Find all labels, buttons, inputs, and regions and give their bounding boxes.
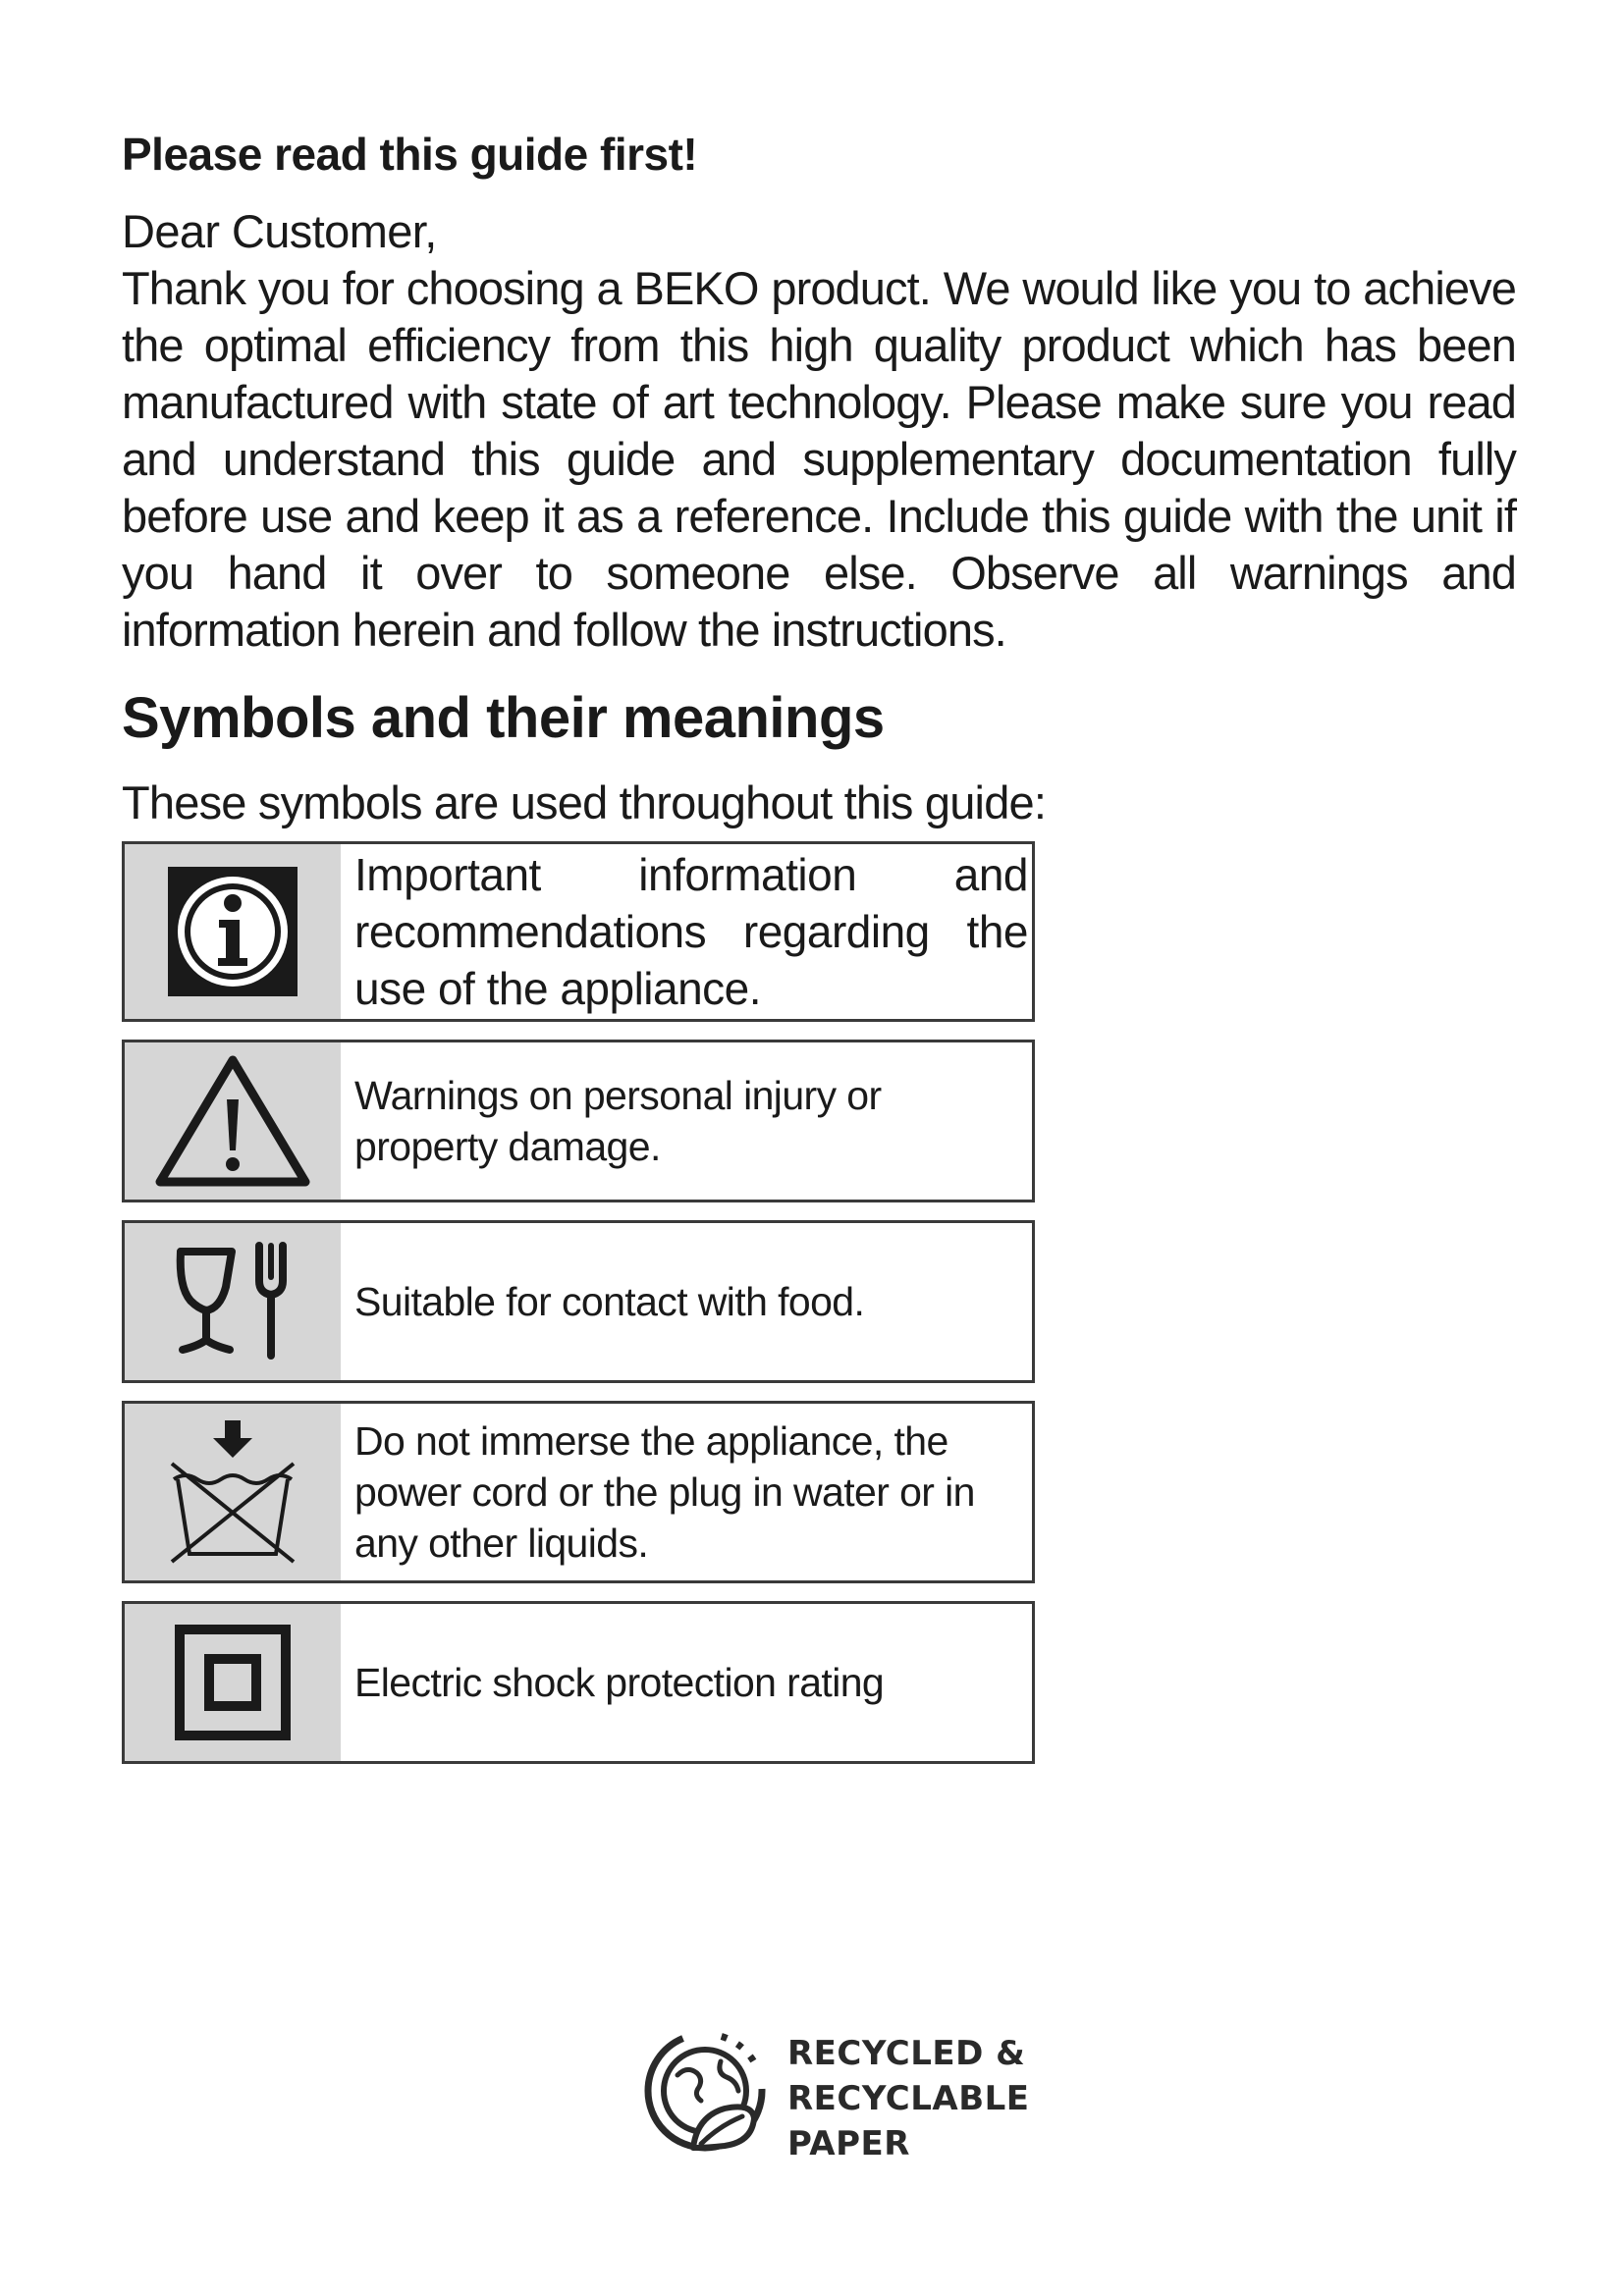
symbol-row-info xyxy=(122,841,1035,1022)
recycled-label-line3: PAPER xyxy=(787,2123,910,2163)
recycled-paper-icon xyxy=(628,2022,776,2174)
symbol-text-water: Do not immerse the appliance, the power cord or the plug in water or in any other liquids. xyxy=(341,1404,1032,1580)
food-safe-icon xyxy=(125,1223,341,1380)
intro-paragraph: Thank you for choosing a BEKO product. We would like you to achieve the optimal efficiency from this high quality product which has been manufactured with state of art technology. Please make sure you read and understand this guide and supplementary documentation fully before use and keep it as a reference. Include this guide with the unit if you hand it over to someone else. Observe all warnings and information herein and follow the instructions. xyxy=(122,262,1516,657)
double-insulation-icon xyxy=(125,1604,341,1761)
symbol-text-food: Suitable for contact with food. xyxy=(341,1223,1032,1380)
salutation: Dear Customer, xyxy=(122,205,437,258)
do-not-immerse-icon xyxy=(125,1404,341,1580)
symbol-row-food xyxy=(122,1220,1035,1383)
symbols-table xyxy=(122,841,1035,1764)
symbol-row-shock xyxy=(122,1601,1035,1764)
recycled-label-line2: RECYCLABLE xyxy=(787,2078,1030,2118)
recycled-label-line1: RECYCLED & xyxy=(787,2033,1026,2073)
symbol-text-info: Important information and recommendations regarding the use of the appliance. xyxy=(341,844,1032,1019)
warning-triangle-icon xyxy=(125,1042,341,1200)
guide-page xyxy=(122,128,1516,1782)
symbols-heading: Symbols and their meanings xyxy=(122,686,885,751)
symbol-row-water xyxy=(122,1401,1035,1583)
recycled-paper-badge xyxy=(628,2022,1030,2174)
symbols-intro: These symbols are used throughout this guide: xyxy=(122,775,1047,828)
guide-title: Please read this guide first! xyxy=(122,129,698,180)
symbol-text-shock: Electric shock protection rating xyxy=(341,1604,1032,1761)
info-icon xyxy=(125,844,341,1019)
symbol-text-warning: Warnings on personal injury or property damage. xyxy=(341,1042,1032,1200)
recycled-paper-label xyxy=(787,2031,1030,2166)
symbol-row-warning xyxy=(122,1040,1035,1202)
